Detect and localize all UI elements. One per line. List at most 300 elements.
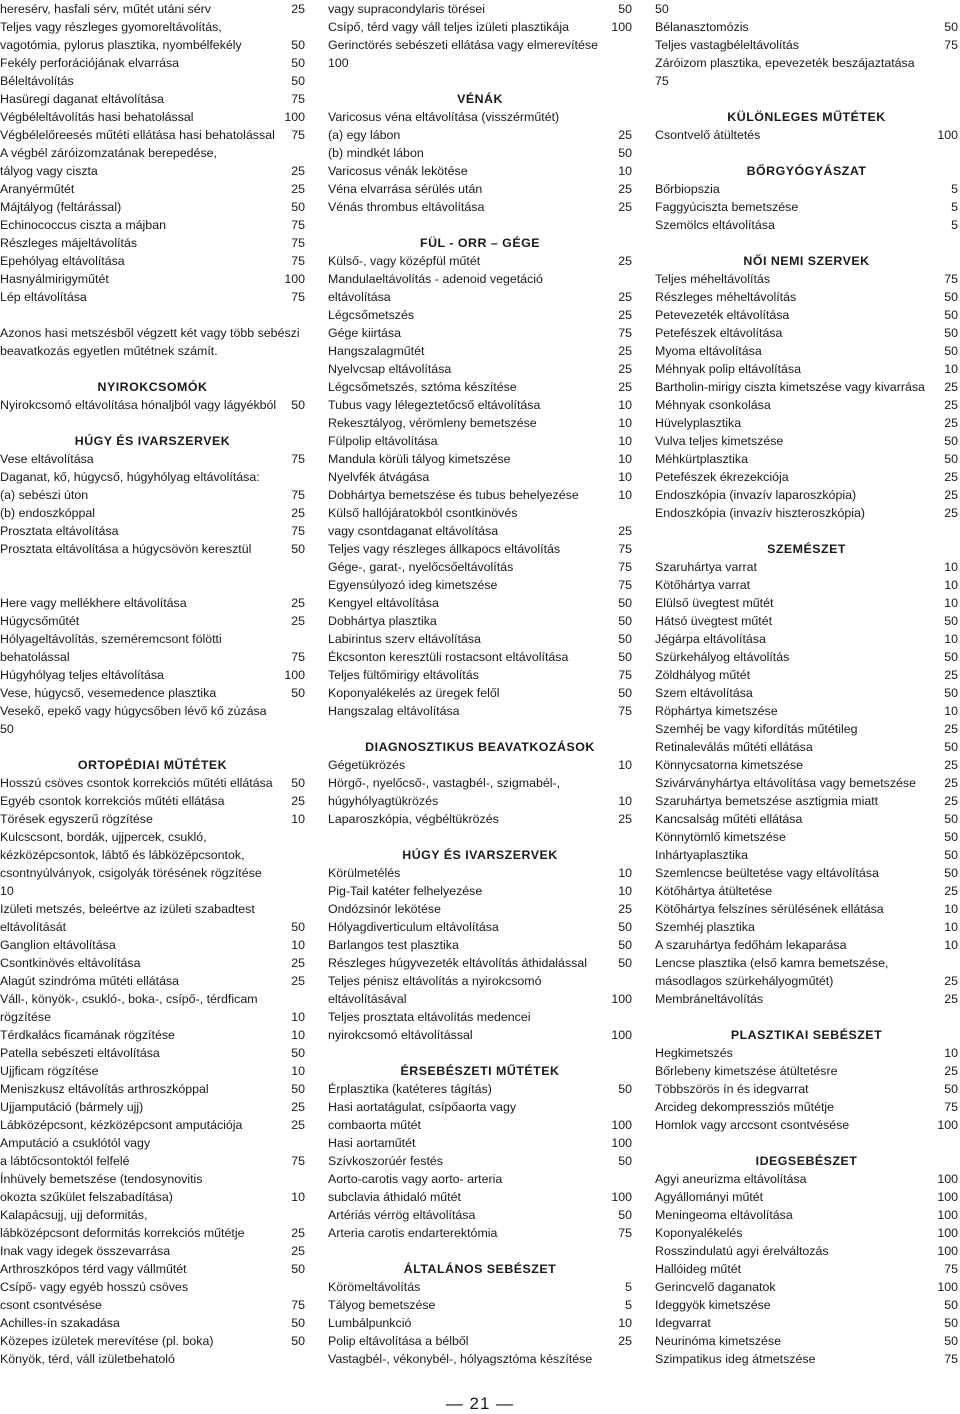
- procedure-row: [0, 1296, 305, 1314]
- procedure-name: Körömeltávolítás: [328, 1280, 421, 1294]
- procedure-name: Hasi aortatágulat, csípőaorta vagy: [328, 1100, 517, 1114]
- procedure-row: [0, 270, 305, 288]
- procedure-name: Szem eltávolítása: [655, 686, 753, 700]
- procedure-name: Gége-, garat-, nyelőcsőeltávolítás: [328, 560, 514, 574]
- procedure-points: 5: [948, 180, 958, 198]
- procedure-points: 100: [934, 126, 958, 144]
- procedure-row: [328, 792, 632, 810]
- procedure-name: Egyensúlyozó ideg kimetszése: [328, 578, 498, 592]
- procedure-row: [328, 414, 632, 432]
- procedure-row: [655, 702, 958, 720]
- procedure-name: eltávolításával: [328, 992, 407, 1006]
- procedure-name: Könyök, térd, váll izületbehatoló: [0, 1352, 175, 1366]
- section-heading: SZEMÉSZET: [767, 542, 846, 556]
- procedure-points: 100: [608, 1134, 632, 1152]
- procedure-name: Szaruhártya bemetszése asztigmia miatt: [655, 794, 879, 808]
- procedure-name: Kengyel eltávolítása: [328, 596, 439, 610]
- procedure-points: 50: [288, 774, 305, 792]
- procedure-points: 50: [941, 324, 958, 342]
- procedure-name: Légcsőmetszés, sztóma készítése: [328, 380, 517, 394]
- procedure-row: [0, 918, 305, 936]
- procedure-points: 100: [934, 1242, 958, 1260]
- procedure-row: [655, 738, 958, 756]
- procedure-points: 25: [941, 486, 958, 504]
- spacer: [655, 522, 958, 540]
- procedure-name: 50: [655, 2, 669, 16]
- procedure-row: [0, 1242, 305, 1260]
- procedure-row: [0, 972, 305, 990]
- procedure-row: [0, 54, 305, 72]
- section-heading: IDEGSEBÉSZET: [755, 1154, 858, 1168]
- section-heading: BŐRGYÓGYÁSZAT: [746, 164, 867, 178]
- procedure-points: 100: [608, 990, 632, 1008]
- procedure-name: Hosszú csöves csontok korrekciós műtéti ellátása: [0, 776, 273, 790]
- procedure-row: [655, 1350, 958, 1368]
- procedure-row: [0, 450, 305, 468]
- procedure-row: [0, 162, 305, 180]
- procedure-name: Többszörös ín és idegvarrat: [655, 1082, 809, 1096]
- spacer: [328, 1044, 632, 1062]
- procedure-points: 10: [941, 630, 958, 648]
- procedure-row: [0, 594, 305, 612]
- procedure-row: [328, 360, 632, 378]
- procedure-row: [0, 216, 305, 234]
- procedure-name: Polip eltávolítása a bélből: [328, 1334, 469, 1348]
- procedure-points: 50: [941, 828, 958, 846]
- procedure-row: [0, 900, 305, 918]
- procedure-row: [0, 504, 305, 522]
- procedure-row: [655, 900, 958, 918]
- procedure-row: [328, 450, 632, 468]
- procedure-row: [655, 558, 958, 576]
- procedure-points: 75: [288, 1296, 305, 1314]
- procedure-row: [655, 810, 958, 828]
- procedure-points: 25: [288, 792, 305, 810]
- procedure-name: rögzítése: [0, 1010, 51, 1024]
- procedure-row: [655, 1206, 958, 1224]
- procedure-name: Koponyalékelés: [655, 1226, 743, 1240]
- procedure-row: [0, 1206, 305, 1224]
- procedure-name: Egyéb csontok korrekciós műtéti ellátása: [0, 794, 225, 808]
- procedure-points: 10: [288, 936, 305, 954]
- procedure-row: [655, 396, 958, 414]
- procedure-points: 10: [615, 792, 632, 810]
- procedure-name: Endoszkópia (invazív laparoszkópia): [655, 488, 857, 502]
- procedure-points: 50: [941, 738, 958, 756]
- procedure-name: Lép eltávolítása: [0, 290, 87, 304]
- procedure-points: 50: [615, 144, 632, 162]
- procedure-points: 100: [934, 1206, 958, 1224]
- procedure-row: [655, 1188, 958, 1206]
- procedure-row: [0, 342, 305, 360]
- procedure-name: Hallóideg műtét: [655, 1262, 742, 1276]
- procedure-name: Dobhártya plasztika: [328, 614, 437, 628]
- procedure-row: [655, 630, 958, 648]
- procedure-name: Lábközépcsont, kézközépcsont amputációja: [0, 1118, 243, 1132]
- procedure-name: heresérv, hasfali sérv, műtét utáni sérv: [0, 2, 211, 16]
- procedure-name: A szaruhártya fedőhám lekaparása: [655, 938, 847, 952]
- procedure-row: [0, 396, 305, 414]
- spacer: [0, 558, 305, 576]
- procedure-points: 10: [941, 594, 958, 612]
- procedure-row: [655, 918, 958, 936]
- procedure-points: 25: [288, 1116, 305, 1134]
- procedure-row: [0, 990, 305, 1008]
- procedure-row: [0, 252, 305, 270]
- procedure-row: [0, 612, 305, 630]
- procedure-row: [655, 1098, 958, 1116]
- procedure-row: [0, 0, 305, 18]
- procedure-row: [328, 1332, 632, 1350]
- procedure-name: Méhnyak csonkolása: [655, 398, 771, 412]
- procedure-points: 10: [615, 432, 632, 450]
- procedure-points: 100: [934, 1224, 958, 1242]
- procedure-name: Meniszkusz eltávolítás arthroszkóppal: [0, 1082, 209, 1096]
- procedure-points: 50: [288, 540, 305, 558]
- procedure-points: 50: [941, 846, 958, 864]
- procedure-name: Májtályog (feltárással): [0, 200, 122, 214]
- procedure-points: 25: [941, 378, 958, 396]
- procedure-points: 10: [941, 702, 958, 720]
- spacer: [328, 216, 632, 234]
- procedure-name: Húgycsőműtét: [0, 614, 80, 628]
- procedure-row: [0, 1314, 305, 1332]
- procedure-points: 75: [288, 288, 305, 306]
- procedure-name: Hasüregi daganat eltávolítása: [0, 92, 164, 106]
- procedure-points: 25: [941, 504, 958, 522]
- procedure-points: 10: [941, 558, 958, 576]
- procedure-name: Azonos hasi metszésből végzett két vagy több sebészi: [0, 326, 300, 340]
- procedure-name: Záróizom plasztika, epevezeték beszájaztatása: [655, 56, 915, 70]
- procedure-row: [655, 1332, 958, 1350]
- procedure-points: 25: [615, 900, 632, 918]
- spacer: [328, 828, 632, 846]
- procedure-name: Inhártyaplasztika: [655, 848, 748, 862]
- procedure-name: Agyi aneurizma eltávolítása: [655, 1172, 807, 1186]
- procedure-points: 10: [615, 162, 632, 180]
- procedure-points: 25: [941, 720, 958, 738]
- procedure-row: [655, 198, 958, 216]
- procedure-name: Gégetükrözés: [328, 758, 406, 772]
- procedure-row: [0, 198, 305, 216]
- procedure-name: Petefészek eltávolítása: [655, 326, 783, 340]
- section-heading: PLASZTIKAI SEBÉSZET: [730, 1028, 883, 1042]
- procedure-name: Rosszindulatú agyi érelváltozás: [655, 1244, 829, 1258]
- procedure-name: Teljes méheltávolítás: [655, 272, 771, 286]
- procedure-points: 25: [288, 594, 305, 612]
- procedure-row: [0, 126, 305, 144]
- procedure-row: [328, 1152, 632, 1170]
- procedure-name: Vese, húgycső, vesemedence plasztika: [0, 686, 217, 700]
- procedure-points: 25: [941, 756, 958, 774]
- procedure-points: 75: [288, 234, 305, 252]
- procedure-row: [328, 990, 632, 1008]
- procedure-name: subclavia áthidaló műtét: [328, 1190, 461, 1204]
- procedure-row: [0, 1350, 305, 1368]
- procedure-name: Mandulaeltávolítás - adenoid vegetáció: [328, 272, 543, 286]
- procedure-row: [655, 18, 958, 36]
- procedure-name: Nyelvfék átvágása: [328, 470, 430, 484]
- procedure-points: 10: [941, 1044, 958, 1062]
- procedure-row: [328, 180, 632, 198]
- procedure-points: 25: [941, 468, 958, 486]
- procedure-points: 100: [934, 1188, 958, 1206]
- procedure-points: 50: [941, 306, 958, 324]
- procedure-name: Szaruhártya varrat: [655, 560, 757, 574]
- procedure-points: 10: [615, 486, 632, 504]
- procedure-points: 50: [288, 1260, 305, 1278]
- procedure-row: [0, 72, 305, 90]
- procedure-points: 10: [288, 1062, 305, 1080]
- procedure-name: Achilles-ín szakadása: [0, 1316, 120, 1330]
- procedure-name: Vese eltávolítása: [0, 452, 94, 466]
- procedure-name: Szemölcs eltávolítása: [655, 218, 775, 232]
- procedure-row: [328, 1296, 632, 1314]
- procedure-row: [0, 864, 305, 882]
- spacer: [655, 144, 958, 162]
- procedure-points: 50: [941, 342, 958, 360]
- procedure-name: Légcsőmetszés: [328, 308, 415, 322]
- procedure-row: [655, 1044, 958, 1062]
- procedure-points: 25: [288, 1098, 305, 1116]
- procedure-row: [655, 126, 958, 144]
- procedure-name: Homlok vagy arccsont csontvésése: [655, 1118, 850, 1132]
- procedure-row: [328, 270, 632, 288]
- procedure-points: 25: [941, 414, 958, 432]
- procedure-name: Vulva teljes kimetszése: [655, 434, 784, 448]
- procedure-name: Patella sebészeti eltávolítása: [0, 1046, 160, 1060]
- procedure-points: 100: [281, 108, 305, 126]
- procedure-row: [0, 846, 305, 864]
- procedure-row: [0, 810, 305, 828]
- procedure-row: [655, 972, 958, 990]
- procedure-name: Fülpolip eltávolítása: [328, 434, 438, 448]
- procedure-name: másodlagos szürkehályogműtét): [655, 974, 834, 988]
- procedure-name: Részleges májeltávolítás: [0, 236, 138, 250]
- procedure-points: 75: [288, 90, 305, 108]
- procedure-row: [328, 342, 632, 360]
- procedure-row: [328, 612, 632, 630]
- procedure-row: [328, 900, 632, 918]
- procedure-row: [0, 90, 305, 108]
- procedure-points: 75: [615, 540, 632, 558]
- procedure-name: Ganglion eltávolítása: [0, 938, 116, 952]
- procedure-name: Tubus vagy lélegeztetőcső eltávolítása: [328, 398, 541, 412]
- procedure-row: [328, 396, 632, 414]
- procedure-name: (b) mindkét lábon: [328, 146, 424, 160]
- procedure-name: Körülmetélés: [328, 866, 401, 880]
- procedure-row: [328, 1278, 632, 1296]
- procedure-row: [328, 126, 632, 144]
- procedure-name: Szimpatikus ideg átmetszése: [655, 1352, 816, 1366]
- procedure-name: 50: [0, 722, 14, 736]
- procedure-points: 75: [615, 666, 632, 684]
- spacer: [655, 1008, 958, 1026]
- procedure-row: [328, 468, 632, 486]
- procedure-points: 75: [288, 252, 305, 270]
- procedure-name: Varicosus vénák lekötése: [328, 164, 468, 178]
- procedure-name: Ideggyök kimetszése: [655, 1298, 771, 1312]
- procedure-row: [0, 1278, 305, 1296]
- procedure-row: [655, 1296, 958, 1314]
- section-heading: FÜL - ORR – GÉGE: [420, 236, 540, 250]
- procedure-name: (b) endoszkóppal: [0, 506, 96, 520]
- procedure-row: [0, 1224, 305, 1242]
- procedure-row: [328, 1026, 632, 1044]
- procedure-points: 25: [615, 252, 632, 270]
- procedure-points: 50: [941, 18, 958, 36]
- procedure-row: [655, 504, 958, 522]
- procedure-points: 50: [288, 918, 305, 936]
- procedure-row: [328, 936, 632, 954]
- procedure-name: Arthroszkópos térd vagy vállműtét: [0, 1262, 187, 1276]
- procedure-points: 10: [288, 1008, 305, 1026]
- procedure-name: Labirintus szerv eltávolítása: [328, 632, 481, 646]
- procedure-row: [0, 1080, 305, 1098]
- procedure-name: Kulcscsont, bordák, ujjpercek, csukló,: [0, 830, 207, 844]
- procedure-name: Kalapácsujj, ujj deformitás,: [0, 1208, 148, 1222]
- procedure-row: [328, 1224, 632, 1242]
- procedure-row: [328, 0, 632, 18]
- procedure-name: Szivárványhártya eltávolítása vagy bemetszése: [655, 776, 917, 790]
- procedure-name: (a) sebészi úton: [0, 488, 89, 502]
- procedure-points: 25: [941, 792, 958, 810]
- procedure-row: [328, 54, 632, 72]
- procedure-row: [328, 648, 632, 666]
- procedure-name: Ondózsinór lekötése: [328, 902, 441, 916]
- procedure-name: Teljes vastagbéleltávolítás: [655, 38, 799, 52]
- procedure-row: [328, 1134, 632, 1152]
- procedure-name: Here vagy mellékhere eltávolítása: [0, 596, 187, 610]
- procedure-name: Elülső üvegtest műtét: [655, 596, 774, 610]
- procedure-row: [328, 558, 632, 576]
- procedure-points: 75: [615, 576, 632, 594]
- procedure-row: [0, 828, 305, 846]
- procedure-row: [0, 1026, 305, 1044]
- procedure-name: Hátsó üvegtest műtét: [655, 614, 773, 628]
- procedure-row: [655, 1260, 958, 1278]
- procedure-points: 25: [288, 1242, 305, 1260]
- procedure-name: vagy supracondylaris törései: [328, 2, 486, 16]
- procedure-row: [0, 936, 305, 954]
- procedure-row: [655, 270, 958, 288]
- procedure-row: [655, 990, 958, 1008]
- procedure-points: 75: [288, 522, 305, 540]
- procedure-name: A végbél záróizomzatának berepedése,: [0, 146, 217, 160]
- procedure-name: Bartholin-mirigy ciszta kimetszése vagy kivarrása: [655, 380, 925, 394]
- procedure-name: Nyirokcsomó eltávolítása hónaljból vagy lágyékból: [0, 398, 277, 412]
- procedure-points: 50: [288, 72, 305, 90]
- procedure-row: [0, 1098, 305, 1116]
- procedure-name: Szemhéj be vagy kifordítás műtétileg: [655, 722, 858, 736]
- procedure-points: 10: [615, 450, 632, 468]
- middle-column: [328, 0, 632, 1368]
- procedure-points: 25: [288, 504, 305, 522]
- section-heading: NYIROKCSOMÓK: [97, 380, 208, 394]
- procedure-name: Gerincvelő daganatok: [655, 1280, 776, 1294]
- procedure-points: 75: [941, 1260, 958, 1278]
- procedure-points: 50: [615, 684, 632, 702]
- section-heading: ORTOPÉDIAI MŰTÉTEK: [77, 758, 228, 772]
- procedure-row: [655, 450, 958, 468]
- procedure-row: [655, 648, 958, 666]
- procedure-row: [655, 378, 958, 396]
- procedure-points: 10: [288, 1188, 305, 1206]
- procedure-points: 25: [615, 306, 632, 324]
- procedure-points: 10: [615, 1314, 632, 1332]
- left-column: [0, 0, 305, 1368]
- procedure-points: 50: [941, 864, 958, 882]
- procedure-points: 75: [288, 450, 305, 468]
- spacer: [0, 360, 305, 378]
- procedure-row: [0, 234, 305, 252]
- procedure-name: Vesekő, epekő vagy húgycsőben lévő kő zúzása: [0, 704, 267, 718]
- procedure-name: Hüvelyplasztika: [655, 416, 742, 430]
- procedure-points: 25: [615, 342, 632, 360]
- procedure-name: csontnyúlványok, csigolyák törésének rögzítése: [0, 866, 262, 880]
- procedure-points: 50: [941, 1332, 958, 1350]
- procedure-name: Szemlencse beültetése vagy eltávolítása: [655, 866, 879, 880]
- right-column: [655, 0, 958, 1368]
- procedure-row: [0, 540, 305, 558]
- procedure-name: Érplasztika (katéteres tágítás): [328, 1082, 492, 1096]
- procedure-row: [328, 1206, 632, 1224]
- procedure-row: [655, 864, 958, 882]
- procedure-name: Jégárpa eltávolítása: [655, 632, 766, 646]
- procedure-name: Részleges méheltávolítás: [655, 290, 797, 304]
- procedure-points: 100: [608, 1026, 632, 1044]
- procedure-name: Lencse plasztika (első kamra bemetszése,: [655, 956, 889, 970]
- procedure-row: [655, 342, 958, 360]
- section-heading: VÉNÁK: [457, 92, 503, 106]
- procedure-row: [655, 666, 958, 684]
- procedure-row: [655, 180, 958, 198]
- procedure-name: Retinaleválás műtéti ellátása: [655, 740, 813, 754]
- procedure-points: 25: [615, 378, 632, 396]
- procedure-points: 25: [615, 360, 632, 378]
- procedure-points: 10: [941, 918, 958, 936]
- procedure-name: Külső-, vagy középfül műtét: [328, 254, 481, 268]
- procedure-name: Alagút szindróma műtéti ellátása: [0, 974, 180, 988]
- procedure-name: Teljes prosztata eltávolítás medencei: [328, 1010, 531, 1024]
- procedure-row: [0, 144, 305, 162]
- procedure-name: Röphártya kimetszése: [655, 704, 778, 718]
- procedure-name: Teljes pénisz eltávolítás a nyirokcsomó: [328, 974, 542, 988]
- procedure-row: [328, 522, 632, 540]
- procedure-name: Hasnyálmirigyműtét: [0, 272, 109, 286]
- procedure-points: 50: [941, 648, 958, 666]
- procedure-points: 50: [941, 432, 958, 450]
- procedure-name: 100: [328, 56, 349, 70]
- procedure-name: 10: [0, 884, 14, 898]
- procedure-name: Arcideg dekompressziós műtétje: [655, 1100, 835, 1114]
- procedure-points: 10: [288, 810, 305, 828]
- procedure-points: 50: [615, 1152, 632, 1170]
- procedure-name: Könnytömlő kimetszése: [655, 830, 786, 844]
- procedure-row: [655, 594, 958, 612]
- procedure-row: [328, 954, 632, 972]
- procedure-row: [328, 594, 632, 612]
- procedure-points: 10: [288, 1026, 305, 1044]
- procedure-name: a lábtőcsontoktól felfelé: [0, 1154, 130, 1168]
- procedure-points: 50: [288, 1332, 305, 1350]
- procedure-name: lábközépcsont deformitás korrekciós műtétje: [0, 1226, 245, 1240]
- procedure-points: 50: [288, 1314, 305, 1332]
- procedure-name: Pig-Tail katéter felhelyezése: [328, 884, 483, 898]
- procedure-name: Endoszkópia (invazív hiszteroszkópia): [655, 506, 866, 520]
- procedure-name: Csontvelő átültetés: [655, 128, 761, 142]
- procedure-row: [328, 666, 632, 684]
